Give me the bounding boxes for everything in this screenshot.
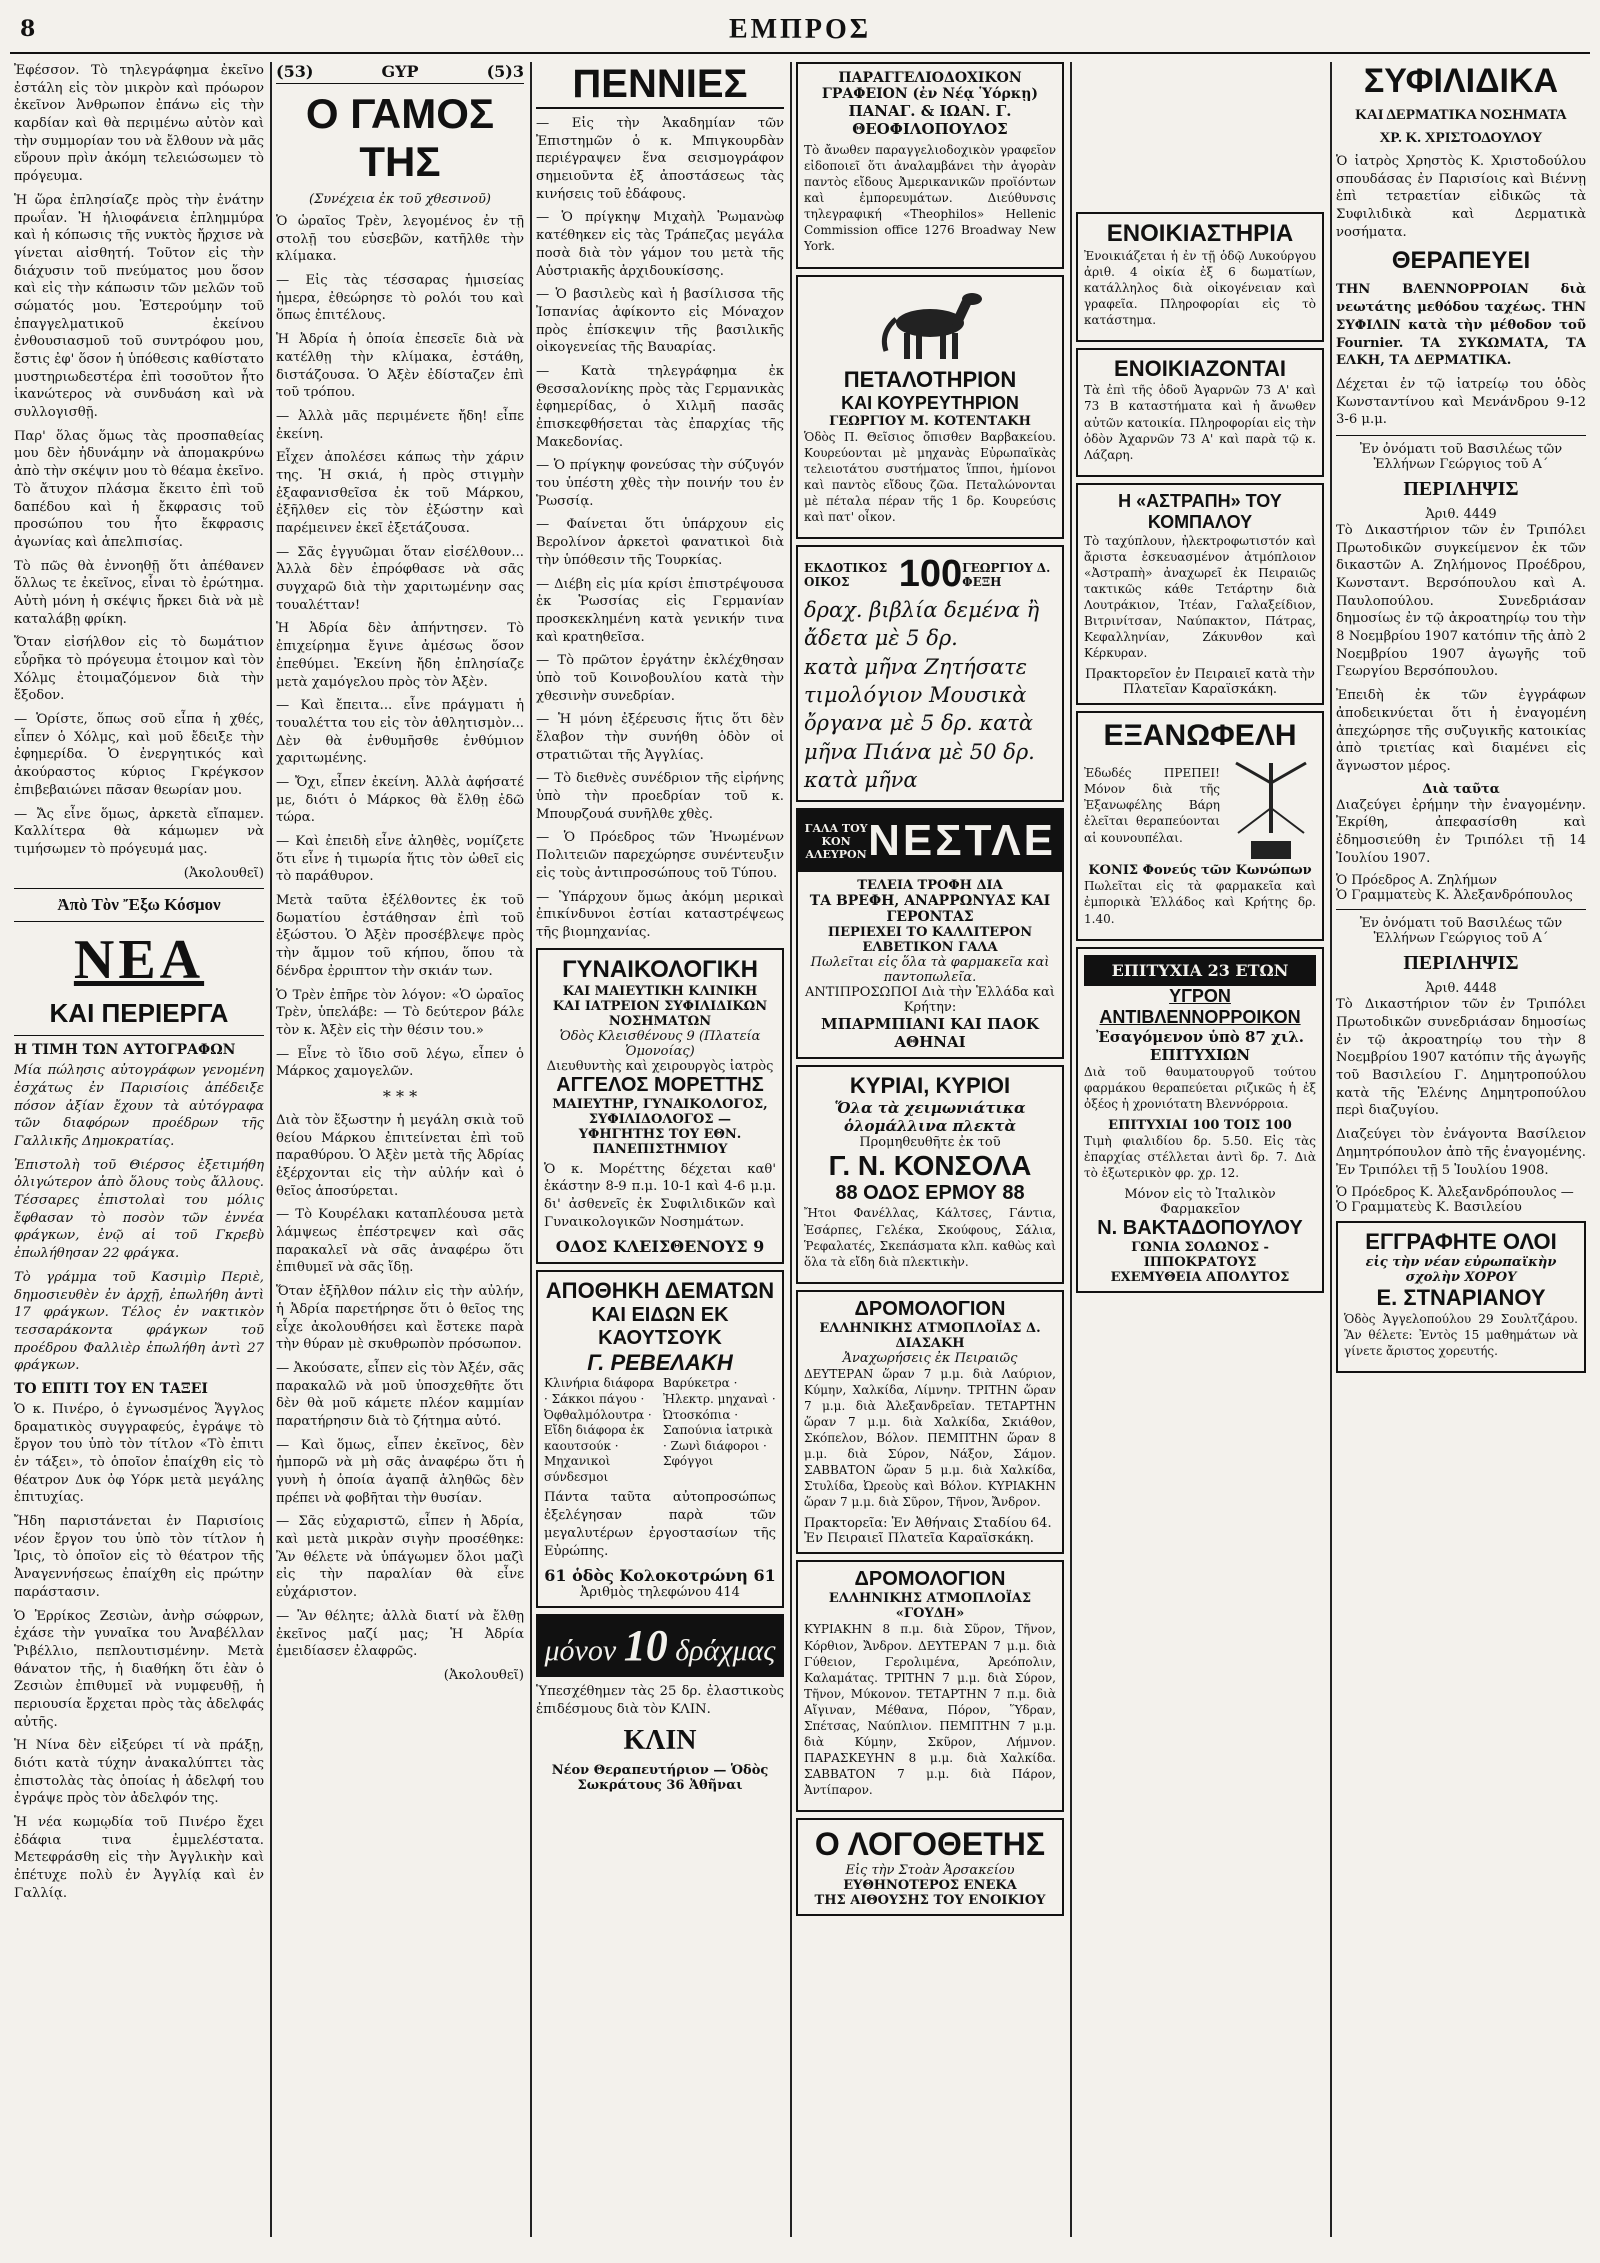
schedule-subtitle: ΕΛΛΗΝΙΚΗΣ ΑΤΜΟΠΛΟΪΑΣ Δ. ΔΙΑΣΑΚΗ xyxy=(819,1320,1041,1351)
ad-text: κατὰ μῆνα Ζητήσατε τιμολόγιον Μουσικὰ xyxy=(804,654,1028,708)
ad-title: ΕΞΑΝΩΦΕΛΗ xyxy=(1103,719,1297,753)
ad-item-list: Κλινήρια διάφορα · Σάκκοι πάγου · Ὀφθαλμόλουτρα · Εἴδη διάφορα ἐκ καουτσούκ · Μηχανικοὶ σύνδεσμοι xyxy=(544,1376,655,1484)
newspaper-title: ΕΜΠΡΟΣ xyxy=(728,14,872,45)
article-heading: ΤΟ ΕΠΙΤΙ ΤΟΥ ΕΝ ΤΑΞΕΙ xyxy=(14,1380,208,1397)
ad-text: Ἐδωδές ΠΡΕΠΕΙ! Μόνον διὰ τῆς Ἐξανωφέλης Βάρη ἐλεῖται θεραπεύονται αἱ κουνουπέλαι. xyxy=(1084,766,1220,845)
column-1 xyxy=(14,62,264,2237)
ad-item-columns xyxy=(544,1376,776,1485)
publisher-name: ΓΕΩΡΓΙΟΥ Δ. ΦΕΞΗ xyxy=(962,560,1051,589)
ad-banner: ΕΠΙΤΥΧΙΑ 23 ΕΤΩΝ xyxy=(1084,955,1316,986)
ad-text: Διὰ τοῦ θαυματουργοῦ τούτου φαρμάκου θεραπεύεται ριζικῶς ἡ ἐξ ὀξέος ἡ χρονιότατη Βλεννόρροια. xyxy=(1084,1064,1316,1111)
banner-word: δράχμας xyxy=(675,1634,776,1668)
news-item: — Ὑπάρχουν ὅμως ἀκόμη μερικαὶ ἐπικίνδυνοι ἐστίαι καταστρέψεως τῆς βιομηχανίας. xyxy=(536,889,784,940)
schedule-agent: Πρακτορεῖα: Ἐν Ἀθήναις Σταδίου 64. Ἐν Πειραιεῖ Πλατεῖα Καραϊσκάκη. xyxy=(804,1516,1052,1547)
serial-header xyxy=(276,62,524,84)
article-heading: Η ΤΙΜΗ ΤΩΝ ΑΥΤΟΓΡΑΦΩΝ xyxy=(14,1042,236,1059)
article-paragraph: Ἡ Νίνα δὲν εἰξεύρει τί νὰ πράξῃ, διότι κατὰ τύχην ἀνακαλύπτει τὰς ἐπιστολὰς τὰς ὁποίας ἡ ἀδελφή του ἐγράψε πρὸς τὸν ἀδελφόν της. xyxy=(14,1738,264,1807)
article-paragraph: — Ὁρίστε, ὅπως σοῦ εἶπα ἡ χθές, εἶπεν ὁ Χόλμς, καὶ μοῦ ἔδειξε τὴν ἐφημερίδα. Ὁ ἐνεργητικός καὶ ἀκούραστος κύριος Γκρέγκσον ἐπιβεβαιώνει πᾶσαν θεωρίαν μου. xyxy=(14,712,264,798)
ad-agent: ΜΠΑΡΜΠΙΑΝΙ ΚΑΙ ΠΑΟΚ ΑΘΗΝΑΙ xyxy=(821,1015,1039,1052)
ad-agent: Πρακτορεῖον ἐν Πειραιεῖ κατὰ τὴν Πλατεῖαν Καραϊσκάκη. xyxy=(1085,667,1315,698)
article-paragraph: Ἡ ὥρα ἐπλησίαζε πρὸς τὴν ἐνάτην πρωΐαν. Ἡ ἡλιοφάνεια ἐπλημμύρα καὶ ἡ κόπωσις τῆς νυκτὸς ἤρχισε νὰ γίνεται αἰσθητή. Τοῦτον εἰς τὴν διάχυσιν τοῦ πνεύματος μου ὅσον καὶ εἰς τὴν κάπωσιν τῶν μελῶν τοῦ σώματός μου. Ἐστερούμην τοῦ ἐπαγγελματικοῦ ἐκείνου ἐνθουσιασμοῦ τοῦ συντρόφου μου, ἔστις ἐφ' ὅσον ἡ ὑπόθεσις καθίστατο μυστηριωδεστέρα ἐπὶ τοσοῦτον ἦτο ἱκανώτερος νὰ συνδυάση καὶ νὰ συλλογισθῇ. xyxy=(14,192,264,421)
ad-text: ΤΑ ΒΡΕΦΗ, ΑΝΑΡΡΩΝΥΑΣ ΚΑΙ ΓΕΡΟΝΤΑΣ xyxy=(809,893,1051,926)
ad-title: ΚΥΡΙΑΙ, ΚΥΡΙΟΙ xyxy=(849,1073,1011,1099)
divider xyxy=(1336,435,1586,436)
article-paragraph: Ἡ νέα κωμῳδία τοῦ Πινέρο ἔχει ἐδάφια τινα ἐμμελέστατα. Μετεφράσθη εἰς τὴν Ἀγγλικὴν καὶ ἐπέτυχε πολὺ ἐν Ἀγγλίᾳ καὶ ἐν Γαλλίᾳ. xyxy=(14,1815,264,1901)
ad-subtitle: ΚΑΙ ΙΑΤΡΕΙΟΝ ΣΥΦΙΛΙΔΙΚΩΝ ΝΟΣΗΜΑΤΩΝ xyxy=(552,998,768,1029)
ad-text: ὄργανα μὲ 5 δρ. κατὰ μῆνα Πιάνα μὲ 50 δρ. κατὰ μῆνα xyxy=(804,711,1035,793)
serial-number: (5)3 xyxy=(486,62,524,81)
ad-address: Ὁδὸς Κλεισθένους 9 (Πλατεία Ὁμονοίας) xyxy=(559,1028,761,1059)
column-rule xyxy=(270,62,272,2237)
notice-text: Διαζεύγει ἐρήμην τὴν ἐναγομένην. Ἐκρίθη, ἀπεφασίσθη καὶ ἐδημοσιεύθη ἐν Τριπόλει τῇ 14 Ἰουλίου 1907. xyxy=(1336,797,1586,866)
column-rule xyxy=(1070,62,1072,2237)
news-item: — Κατὰ τηλεγράφημα ἐκ Θεσσαλονίκης πρὸς τὰς Γερμανικὰς ἐφημερίδας, ὁ Χιλμῆ πασᾶς ἐπισκεφθήσεται τὰς ἐπαρχίας τῆς Μακεδονίας. xyxy=(536,363,784,450)
ad-price: Τιμὴ φιαλιδίου δρ. 5.50. Εἰς τὰς ἐπαρχίας στέλλεται ἀντὶ δρ. 7. Διὰ τὸ ἐξωτερικὸν φρ. χρ. 12. xyxy=(1084,1133,1316,1181)
serial-paragraph: Ὅταν ἐξῆλθον πάλιν εἰς τὴν αὐλήν, ἡ Ἀδρία παρετήρησε ὅτι ὁ θεῖος της εἶχε ἀκολουθήσει καὶ ἔστεκε παρὰ τὴν θύραν μὲ σκυθρωπὸν πρόσωπον. xyxy=(276,1284,524,1353)
ad-title: ΥΓΡΟΝ ΑΝΤΙΒΛΕΝΝΟΡΡΟΙΚΟΝ xyxy=(1099,985,1301,1027)
banner-number: 10 xyxy=(623,1621,668,1671)
ad-doctor-name: ΑΓΓΕΛΟΣ ΜΟΡΕΤΤΗΣ xyxy=(556,1073,764,1096)
ad-subtitle: ΚΑΙ ΚΟΥΡΕΥΤΗΡΙΟΝ xyxy=(841,392,1019,413)
nestle-label: ΓΑΛΑ ΤΟΥ ΚΟΝ ΑΛΕΥΡΟΝ xyxy=(804,821,868,861)
ad-phone: Ἀριθμὸς τηλεφώνου 414 xyxy=(580,1585,740,1601)
ad-address: 61 ὁδὸς Κολοκοτρώνη 61 xyxy=(544,1566,776,1586)
nestle-brand: ΝΕΣΤΛΕ xyxy=(868,816,1056,866)
ad-text: Ὁδὸς Ἀγγελοπούλου 29 Σουλτζάρου. Ἂν θέλετε: Ἐντὸς 15 μαθημάτων νὰ γίνετε ἄριστος χορευτής. xyxy=(1344,1312,1578,1359)
ad-text: Ἐνοικιάζεται ἡ ἐν τῇ ὁδῷ Λυκούργου ἀριθ. 4 οἰκία ἐξ 6 δωματίων, κατάλληλος διὰ οἰκογένειαν καὶ γραφεῖα. Πληροφορίαι εἰς τὸ κατάστημα. xyxy=(1084,249,1316,328)
dance-school-ad xyxy=(1336,1221,1586,1373)
ad-subtitle: Εἰς τὴν Στοὰν Ἀρσακείου xyxy=(845,1863,1015,1879)
ad-text: Διευθυντὴς καὶ χειρουργὸς ἰατρὸς xyxy=(546,1058,774,1074)
schedule-label: Ἀναχωρήσεις ἐκ Πειραιῶς xyxy=(842,1350,1018,1366)
news-item: — Τὸ πρῶτον ἐργάτην ἐκλέχθησαν ὑπὸ τοῦ Κοινοβουλίου κατὰ τὴν χθεσινὴν συνεδρίαν. xyxy=(536,653,784,704)
ad-text: ΤΕΛΕΙΑ ΤΡΟΦΗ ΔΙΑ xyxy=(857,878,1003,894)
schedule-text: ΚΥΡΙΑΚΗΝ 8 π.μ. διὰ Σῦρον, Τῆνον, Κόρθιον, Ἄνδρον. ΔΕΥΤΕΡΑΝ 7 μ.μ. διὰ Γύθειον, Γερολιμένα, Ἀρεόπολιν, Καλαμάτας. ΤΡΙΤΗΝ 7 μ.μ. διὰ Σύρον, Τῆνον, Μύκονον. ΤΕΤΑΡΤΗΝ 7 π.μ. διὰ Αἴγιναν, Μέθανα, Πόρον, Ὕδραν, Σπέτσας, Ναύπλιον. ΠΕΜΠΤΗΝ 7 μ.μ. διὰ Κύμην, Σκῦρον, Λήμνον. ΠΑΡΑΣΚΕΥΗΝ 8 μ.μ. διὰ Χαλκίδα. ΣΑΒΒΑΤΟΝ 7 μ.μ. διὰ Πάρον, Ἀντίπαρον. xyxy=(804,1622,1056,1798)
notice-preamble: Ἐν ὀνόματι τοῦ Βασιλέως τῶν Ἑλλήνων Γεώργιος τοῦ Α΄ xyxy=(1359,441,1563,472)
serial-paragraph: — Σᾶς εὐχαριστῶ, εἶπεν ἡ Ἀδρία, καὶ μετὰ μικρὰν σιγὴν προσέθηκε: Ἂν θέλετε νὰ ὑπάγωμεν ὅλοι μαζὶ εἰς τὴν παραλίαν θὰ εἶνε εὐχάριστον. xyxy=(276,1514,524,1601)
news-item: — Εἰς τὴν Ἀκαδημίαν τῶν Ἐπιστημῶν ὁ κ. Μπιγκουρδὰν περιέγραψεν ἕνα σεισμογράφον σημειοῦντα ἐξ ἀποστάσεως τὰς κινήσεις τοῦ ἐδάφους. xyxy=(536,116,784,202)
column-5 xyxy=(1076,62,1324,2237)
ad-owner-name: Ε. ΣΤΝΑΡΙΑΝΟΥ xyxy=(1376,1285,1546,1311)
news-item: — Φαίνεται ὅτι ὑπάρχουν εἰς Βερολίνον ἀρκετοὶ φανατικοὶ διὰ τὴν ὑπόθεσιν τῆς Τουρκίας. xyxy=(536,517,784,568)
notice-text: Τὸ Δικαστήριον τῶν ἐν Τριπόλει Πρωτοδικῶν συνεδριάσαν δημοσίως ἐν τῷ ἀκροατηρίῳ του τὴν 8 Νοεμβρίου 1907 κατόπιν τῆς ἀγωγῆς τοῦ Βασιλείου Γ. Δημητροπούλου κατὰ τῆς Ἐλένης Δημητροπούλου περὶ διαζυγίου. xyxy=(1336,997,1586,1119)
article-paragraph: Τὸ γράμμα τοῦ Κασιμὶρ Περιὲ, δημοσιευθὲν ἐν ἀρχῇ, ἐπωλήθη ἀντὶ 17 φράγκων. Τέλος ἐν νακτικὸν τεσσαράκοντα φράγκων τοῦ προέδρου Φαλλιὲρ ἐπωλήθη ἀντὶ 27 φράγκων. xyxy=(14,1269,264,1374)
banner-word: μόνον xyxy=(544,1634,617,1668)
exa-row xyxy=(1084,753,1316,863)
ad-text: Μόνον εἰς τὸ Ἰταλικὸν Φαρμακεῖον xyxy=(1124,1187,1276,1218)
schedule-subtitle: ΕΛΛΗΝΙΚΗΣ ΑΤΜΟΠΛΟΪΑΣ «ΓΟΥΔΗ» xyxy=(828,1591,1032,1622)
ad-title: ΣΥΦΙΛΙΔΙΚΑ xyxy=(1363,62,1559,100)
antiblennorrhea-ad xyxy=(1076,947,1324,1293)
ad-text: Πάντα ταῦτα αὐτοπροσώπως ἐξελέγησαν παρὰ τῶν μεγαλυτέρων ἐργοστασίων τῆς Εὐρώπης. xyxy=(544,1490,776,1559)
ad-address: ΓΩΝΙΑ ΣΟΛΩΝΟΣ - ΙΠΠΟΚΡΑΤΟΥΣ xyxy=(1131,1240,1269,1271)
schedule-diasaki xyxy=(796,1290,1064,1555)
ad-text: Ἤτοι Φανέλλας, Κάλτσες, Γάντια, Ἐσάρπες, Γελέκα, Σκούφους, Σάλια, Ῥεφαλατές, Σκεπάσματα κλπ. καθὼς καὶ ὅλα τὰ εἴδη διὰ πλεκτικὴν. xyxy=(804,1206,1056,1269)
column-rule xyxy=(1330,62,1332,2237)
serial-paragraph: — Ἀλλὰ μᾶς περιμένετε ἤδη! εἶπε ἐκείνη. xyxy=(276,408,524,442)
rent-ad xyxy=(1076,212,1324,342)
ad-owner-name: Ν. ΒΑΚΤΑΔΟΠΟΥΛΟΥ xyxy=(1097,1217,1303,1240)
serial-paragraph: — Καὶ ἔπειτα... εἶνε πράγματι ἡ τουαλέττα του εἰς τὸν ἀθλητισμὸν... Δὲν θὰ ἐνθυμῆσθε ἐνθύμιον χαριτωμένης. xyxy=(276,698,524,767)
ad-subtitle: ΚΑΙ ΜΑΙΕΥΤΙΚΗ ΚΛΙΝΙΚΗ xyxy=(562,983,758,999)
serial-paragraph: — Εἰς τὰς τέσσαρας ἡμισείας ἡμερα, ἐθεώρησε τὸ ρολόι του καὶ ὅπως ἐπιτέλους. xyxy=(276,273,524,324)
serial-paragraph: Ὁ ὡραῖος Τρὲν, λεγομένος ἐν τῇ στολῇ του εὐσεβῶν, κατῆλθε τὴν κλίμακα. xyxy=(276,214,524,265)
serial-number: (53) xyxy=(276,62,314,81)
news-item: — Ὁ πρίγκηψ φονεύσας τὴν σύζυγόν του ὑπέστη χθὲς τὴν ποινήν του ἐν Ῥωσσίᾳ. xyxy=(536,458,784,509)
ad-title: ΠΕΤΑΛΟΤΗΡΙΟΝ xyxy=(843,366,1017,392)
serial-paragraph: — Ἀκούσατε, εἶπεν εἰς τὸν Ἀξέν, σᾶς παρακαλῶ νὰ μοῦ ὑποσχεθῆτε ὅτι δὲν θὰ μοῦ κάμετε πλέον καμμίαν παρατήρησιν διὰ τὸ ζήτημα αὐτό. xyxy=(276,1360,524,1429)
serial-paragraph: — Ὄχι, εἶπεν ἐκείνη. Ἀλλὰ ἀφήσατέ με, διότι ὁ Μάρκος θὰ ἔλθῃ ἐδῶ τώρα. xyxy=(276,774,524,826)
ten-drachma-banner xyxy=(536,1614,784,1677)
column-rule xyxy=(790,62,792,2237)
news-heading: ΝΕΑ xyxy=(73,929,205,992)
article-paragraph: — Ἄς εἶνε ὅμως, ἀρκετὰ εἴπαμεν. Καλλίτερα θὰ κάμωμεν νὰ τιμήσωμεν τὸ πρόγευμά μας. xyxy=(14,806,264,857)
ad-text: ΕΧΕΜΥΘΕΙΑ ΑΠΟΛΥΤΟΣ xyxy=(1110,1270,1290,1286)
notice-title: ΠΕΡΙΛΗΨΙΣ xyxy=(1403,477,1519,500)
rent-ad-2 xyxy=(1076,348,1324,476)
ad-text: Τὸ ἄνωθεν παραγγελιοδοχικὸν γραφεῖον εἰδοποιεῖ ὅτι ἀναλαμβάνει τὴν ἀγορὰν παντὸς εἴδους Ἀμερικανικῶν προϊόντων καὶ ἐμπορευμάτων. Διεύθυνσις τηλεγραφική «Theophilos» Hellenic Commission office 1276 Broadway New York. xyxy=(804,143,1056,254)
article-paragraph: Ἤδη παριστάνεται ἐν Παρισίοις νέον ἔργον του ὑπὸ τὸν τίτλον ἡ Ἰρις, τὸ ὁποῖον εἰς τὸ θέατρον τῆς Ἀναγεννήσεως ἐπαίχθη εἰς πρώτην παράστασιν. xyxy=(14,1514,264,1600)
ad-subtitle: Ὅλα τὰ χειμωνιάτικα ὁλομάλλινα πλεκτὰ xyxy=(834,1099,1026,1136)
ad-text: ΚΟΝΙΣ Φονεύς τῶν Κωνώπων xyxy=(1088,863,1312,879)
page-number: 8 xyxy=(20,16,36,42)
ad-text: Τὸ ταχύπλουν, ἠλεκτροφωτιστόν καὶ ἄριστα ἐσκευασμένον ἀτμόπλοιον «Ἀστραπὴ» ἀναχωρεῖ ἐκ Πειραιῶς τακτικῶς κάθε Τετάρτην διὰ Λουτράκιον, Ἰτέαν, Γαλαξείδιον, Βιτρινίτσαν, Ναύπακτον, Πάτρας, Κεφαλληνίαν, Ζάκυνθον καὶ Κέρκυραν. xyxy=(1084,533,1316,661)
schedule-title: ΔΡΟΜΟΛΟΓΙΟΝ xyxy=(854,1568,1006,1591)
serial-paragraph: — Ἂν θέλητε; ἀλλὰ διατί νὰ ἔλθῃ ἐκεῖνος μαζί μας; Ἡ Ἀδρία ἐμειδίασεν ἐλαφρῶς. xyxy=(276,1608,524,1660)
ad-subtitle: ΚΑΙ ΕΙΔΩΝ ΕΚ ΚΑΟΥΤΣΟΥΚ xyxy=(591,1304,729,1350)
ad-doctor-name: ΧΡ. Κ. ΧΡΙΣΤΟΔΟΥΛΟΥ xyxy=(1379,130,1543,146)
astrapi-ad xyxy=(1076,483,1324,706)
ad-text: ΤΗΣ ΑΙΘΟΥΣΗΣ ΤΟΥ ΕΝΟΙΚΙΟΥ xyxy=(814,1893,1046,1909)
nestle-banner xyxy=(798,810,1062,872)
notice-decision: Διὰ ταῦτα xyxy=(1422,781,1500,797)
ad-text: Ὁ ἰατρὸς Χρηστὸς Κ. Χριστοδούλου σπουδάσας ἐν Παρισίοις καὶ Βιέννῃ ἐπὶ τετραετίαν εἰδικῶς τὰ Συφιλιδικὰ καὶ Δερματικὰ νοσήματα. xyxy=(1336,154,1586,240)
ad-text: Ὁ κ. Μορέττης δέχεται καθ' ἑκάστην 8-9 π.μ. 10-1 καὶ 4-6 μ.μ. δι' ἀσθενεῖς ἐκ Συφιλιδικῶν καὶ Γυναικολογικῶν Νοσημάτων. xyxy=(544,1161,776,1230)
ad-text: Τὰ ἐπὶ τῆς ὁδοῦ Ἀγαρνῶν 73 Α' καὶ 73 Β καταστήματα καὶ ἡ ἄνωθεν αὐτῶν κατοικία. Πληροφορίαι εἰς τὴν ὁδὸν Ἀχαρνῶν 73 Α' καὶ παρὰ τῷ κ. Λάζαρη. xyxy=(1084,383,1316,462)
section-title: Ἀπὸ Τὸν Ἔξω Κόσμον xyxy=(57,895,221,915)
ad-address: Δέχεται ἐν τῷ ἰατρείῳ του ὁδὸς Κωνσταντίνου καὶ Μενάνδρου 9-12 3-6 μ.μ. xyxy=(1336,376,1586,428)
serial-paragraph: — Καὶ ἐπειδὴ εἶνε ἀληθὲς, νομίζετε ὅτι εἶνε ἡ τιμωρία ἥτις τὸν ὠθεῖ εἰς τὸ παράθυρον. xyxy=(276,834,524,885)
ad-text: ΕΥΘΗΝΟΤΕΡΟΣ ΕΝΕΚΑ xyxy=(843,1878,1017,1894)
column-2 xyxy=(276,62,524,2237)
news-item: — Ἡ μόνη ἐξέρευσις ἥτις ὅτι δὲν ἔλαβον τὴν συνήθη ὁδὸν οἱ στρατιῶται τῆς Ἀγγλίας. xyxy=(536,712,784,763)
ad-title: ΓΥΝΑΙΚΟΛΟΓΙΚΗ xyxy=(562,955,758,983)
article-paragraph: Ἐφέσσον. Τὸ τηλεγράφημα ἐκεῖνο ἐστάλη εἰς τὸν μικρὸν καὶ πρόωρον ἐκεῖνον Ἀνθρωπον ἐπάνω εἰς τὴν καρδίαν καὶ θὰ περιμένω αὐτὸν καὶ τὴν συμμορίαν του νὰ ἔλθουν νὰ μᾶς εὕρουν πρὶν ἀκόμη τελειώσωμεν τὸ πρόγευμα. xyxy=(14,63,264,185)
ad-text: ΜΑΙΕΥΤΗΡ, ΓΥΝΑΙΚΟΛΟΓΟΣ, ΣΥΦΙΛΙΔΟΛΟΓΟΣ — ΥΦΗΓΗΤΗΣ ΤΟΥ ΕΘΝ. ΠΑΝΕΠΙΣΤΗΜΙΟΥ xyxy=(552,1096,768,1157)
ad-address: 88 ΟΔΟΣ ΕΡΜΟΥ 88 xyxy=(835,1182,1025,1205)
column-3 xyxy=(536,62,784,2237)
ny-office-ad xyxy=(796,62,1064,269)
ad-address: ΟΔΟΣ ΚΛΕΙΣΘΕΝΟΥΣ 9 xyxy=(555,1237,765,1257)
column-rule xyxy=(530,62,532,2237)
notice-signature: Ὁ Πρόεδρος Κ. Ἀλεξανδρόπουλος — Ὁ Γραμματεὺς Κ. Βασιλείου xyxy=(1336,1185,1574,1216)
ad-item-list: Βαρύκετρα · Ἠλεκτρ. μηχαναὶ · Ὠτοσκόπια · Σαπούνια ἰατρικὰ · Ζωνὶ διάφοροι · Σφόγγοι xyxy=(663,1376,776,1469)
konsola-ad xyxy=(796,1065,1064,1283)
notice-title: ΠΕΡΙΛΗΨΙΣ xyxy=(1403,952,1519,975)
article-paragraph: Παρ' ὅλας ὅμως τὰς προσπαθείας μου δὲν ἠδυνάμην νὰ ἀπομακρύνω ἀπὸ τὴν σκέψιν μου τὸ θέαμα ἐκεῖνο. Τὸ ἄτυχον πλάσμα ἔκειτο ἐπὶ τοῦ δαπέδου καὶ ἡ ἔκφρασις τοῦ προσώπου του ἦτο ἔκφρασις ἀγωνίας καὶ ἀπελπισίας. xyxy=(14,428,264,550)
section-break: * * * xyxy=(382,1086,418,1106)
serial-author: GYP xyxy=(381,62,419,81)
serial-paragraph: — Τὸ Κουρέλακι καταπλέουσα μετὰ λάμψεως ἐπέστρεψεν καὶ σᾶς παρακαλεῖ νὰ σᾶς ἀναφέρω ὅτι ἐπιθυμεῖ νὰ σᾶς ἴδῃ. xyxy=(276,1207,524,1276)
column-4 xyxy=(796,62,1064,2237)
schedule-text: ΔΕΥΤΕΡΑΝ ὥραν 7 μ.μ. διὰ Λαύριον, Κύμην, Χαλκίδα, Λίμνην. ΤΡΙΤΗΝ ὥραν 7 μ.μ. διὰ Ἀλεξανδρεῖαν. ΤΕΤΑΡΤΗΝ ὥραν 7 μ.μ. διὰ Χαλκίδα, Σκιάθον, Σκόπελον, Βόλον. ΠΕΜΠΤΗΝ ὥραν 8 μ.μ. διὰ Σύρον, Νάξον, Σάμον. ΣΑΒΒΑΤΟΝ ὥραν 5 μ.μ. διὰ Χαλκίδα, Στυλίδα, Ὠρεοὺς καὶ Βόλον. ΚΥΡΙΑΚΗΝ ὥραν 7 μ.μ. διὰ Σῦρον, Τῆνον, Ἄνδρον. xyxy=(804,1366,1056,1510)
notice-text: Τὸ Δικαστήριον τῶν ἐν Τριπόλει Πρωτοδικῶν συγκείμενον ἐκ τῶν δικαστῶν Α. Ζηλήμονος Προέδρου, Κωνσταντ. Βερσόπουλου καὶ Α. Παυλοπούλου. Συνεδριάσαν δημοσίως ἐν τῷ ἀκροατηρίῳ του τὴν 8 Νοεμβρίου 1907 κατόπιν τῆς ἀπὸ 2 Νοεμβρίου 1907 ἀγωγῆς τοῦ Γεωργίου Βερσόπουλου. xyxy=(1336,522,1586,680)
ad-title: ΑΠΟΘΗΚΗ ΔΕΜΑΤΩΝ xyxy=(545,1278,775,1304)
news-item: — Διέβη εἰς μία κρίσι ἐπιστρέψουσα ἐκ Ῥωσσίας εἰς Γερμανίαν προσκεκλημένη κατὰ γενικήν τινα καὶ κρατηθεῖσα. xyxy=(536,576,784,645)
ad-subtitle: ΚΑΙ ΔΕΡΜΑΤΙΚΑ ΝΟΣΗΜΑΤΑ xyxy=(1355,107,1567,123)
ad-text: δραχ. βιβλία δεμένα ἢ ἄδετα μὲ 5 δρ. xyxy=(804,598,1040,651)
ad-title: ΠΑΡΑΓΓΕΛΙΟΔΟΧΙΚΟΝ ΓΡΑΦΕΙΟΝ (ἐν Νέᾳ Ὑόρκῃ) xyxy=(821,70,1039,102)
ad-text: Πωλεῖται εἰς ὅλα τὰ φαρμακεῖα καὶ παντοπωλεῖα. xyxy=(810,955,1050,986)
nestle-ad xyxy=(796,808,1064,1059)
farrier-ad xyxy=(796,275,1064,539)
ad-owner-name: ΓΕΩΡΓΙΟΥ Μ. ΚΟΤΕΝΤΑΚΗ xyxy=(829,413,1031,429)
news-item: — Ὁ βασιλεὺς καὶ ἡ βασίλισσα τῆς Ἰσπανίας ἀφίκοντο εἰς Μόναχον πρὸς ἐπίσκεψιν τῆς βασιλικῆς οἰκογενείας τῆς Βαυαρίας. xyxy=(536,287,784,356)
ad-text: ΑΝΤΙΠΡΟΣΩΠΟΙ Διὰ τὴν Ἑλλάδα καὶ Κρήτην: xyxy=(805,985,1055,1016)
gynecology-ad xyxy=(536,948,784,1265)
schedule-title: ΔΡΟΜΟΛΟΓΙΟΝ xyxy=(854,1297,1006,1320)
article-paragraph: Ὁ Ἐρρίκος Ζεσιὼν, ἀνὴρ σώφρων, ἐχάσε τὴν γυναῖκα του Ἀναβέλλαν Ῥιβέλλιο, πεπλουτισμένην. Μετὰ θάνατον τῆς, ἡ διαθήκη ὅτι ἐὰν ὁ Ζεσιὼν ἐπιθυμεῖ νὰ νυμφευθῇ, ἡ περιουσία ἔρχεται πρὸς τὰς ἀδελφάς αὐτῆς. xyxy=(14,1608,264,1730)
ad-address: Νέον Θεραπευτήριον — Ὁδὸς Σωκράτους 36 Ἀθῆναι xyxy=(551,1762,769,1793)
news-subheading: ΚΑΙ ΠΕΡΙΕΡΓΑ xyxy=(49,998,229,1029)
ad-title: ΚΛΙΝ xyxy=(623,1724,697,1756)
news-item: — Τὸ διεθνὲς συνέδριον τῆς εἰρήνης ὑπὸ τὴν προεδρίαν τοῦ κ. Μπουρζουά συνῆλθε χθὲς. xyxy=(536,771,784,822)
article-paragraph: Ὅταν εἰσήλθον εἰς τὸ δωμάτιον εὗρῆκα τὸ πρόγευμα ἑτοιμον καὶ τὸν Χόλμς ἐτοιμαζόμενον διὰ τὴν ἔξοδον. xyxy=(14,635,264,704)
ad-subtitle: εἰς τὴν νέαν εὐρωπαϊκὴν σχολὴν ΧΟΡΟΥ xyxy=(1365,1255,1557,1286)
publisher-ad xyxy=(796,545,1064,802)
news-item: — Ὁ Πρόεδρος τῶν Ἡνωμένων Πολιτειῶν παρεχώρησε συνέντευξιν εἰς τοὺς ἀντιπροσώπους τοῦ Τύπου. xyxy=(536,830,784,881)
continued-note: (Ἀκολουθεῖ) xyxy=(443,1667,524,1683)
ad-title: ΕΝΟΙΚΙΑΣΤΗΡΙΑ xyxy=(1106,220,1294,247)
ad-title: ΕΝΟΙΚΙΑΖΟΝΤΑΙ xyxy=(1114,356,1286,382)
notice-number: Ἀριθ. 4448 xyxy=(1425,981,1497,997)
ad-owner-name: Γ. Ν. ΚΟΝΣΟΛΑ xyxy=(828,1150,1032,1182)
article-paragraph: Ἐπιστολὴ τοῦ Θιέρσος ἐξετιμήθη ὀλιγώτερον ἀπὸ ὅλους τοὺς ἄλλους. Τέσσαρες ἐπιστολαὶ του μόλις ἔφθασαν τὸ ποσὸν τῶν ἐννέα φράγκων, ἐνῷ αἱ τοῦ Γκρεβὺ ἐπωλήθησαν 22 φράγκα. xyxy=(14,1157,264,1262)
logothetis-ad xyxy=(796,1818,1064,1916)
serial-paragraph: Ἡ Ἀδρία δὲν ἀπήντησεν. Τὸ ἐπιχείρημα ἔγινε ἀμέσως ὅσον ἐπεθύμει. Ἐκείνη ἤδη ἐπλησίαζε μετὰ χαμόγελου πρὸς τὸν Ἀξὲν. xyxy=(276,621,524,690)
ad-text: Προμηθευθῆτε ἐκ τοῦ xyxy=(859,1135,1001,1151)
divider xyxy=(14,1035,264,1036)
serial-title: Ο ΓΑΜΟΣ ΤΗΣ xyxy=(305,90,495,185)
ad-owner-name: ΠΑΝΑΓ. & ΙΩΑΝ. Γ. ΘΕΟΦΙΛΟΠΟΥΛΟΣ xyxy=(848,102,1012,138)
ad-subtitle: Ἐσαγόμενον ὑπὸ 87 χιλ. ΕΠΙΤΥΧΙΩΝ xyxy=(1096,1027,1304,1064)
serial-paragraph: Ὁ Τρὲν ἐπῆρε τὸν λόγον: «Ὁ ὡραῖος Τρὲν, ὑπελάβε: — Τὸ δεύτερον βάλε τὸν κ. Ἀξὲν εἰς τὴν θέσιν του.» xyxy=(276,987,524,1038)
ad-title: Ο ΛΟΓΟΘΕΤΗΣ xyxy=(814,1826,1046,1863)
ad-title: Η «ΑΣΤΡΑΠΗ» ΤΟΥ ΚΟΜΠΑΛΟΥ xyxy=(1118,490,1282,532)
ad-text: ΤΗΝ ΒΛΕΝΝΟΡΡΟΙΑΝ διὰ νεωτάτης μεθόδου ταχέως. ΤΗΝ ΣΥΦΙΛΙΝ κατὰ τὴν μέθοδον τοῦ Fournier. ΤΑ ΣΥΚΩΜΑΤΑ, ΤΑ ΕΛΚΗ, ΤΑ ΔΕΡΜΑΤΙΚΑ. xyxy=(1336,282,1586,369)
serial-paragraph: Ἡ Ἀδρία ἡ ὁποία ἐπεσεῖε διὰ νὰ κατέλθῃ τὴν κλίμακα, ἐστάθη, διστάζουσα. Ὁ Ἀξὲν ἐδίσταζεν ἐπὶ τοῦ τρόπου. xyxy=(276,332,524,401)
continued-note: (Ἀκολουθεῖ) xyxy=(183,865,264,881)
pennies-heading: ΠΕΝΝΙΕΣ xyxy=(536,62,784,109)
publisher-label: ΕΚΔΟΤΙΚΟΣ ΟΙΚΟΣ xyxy=(804,560,888,589)
notice-text: Διαζεύγει τὸν ἐνάγοντα Βασίλειον Δημητρόπουλον ἀπὸ τῆς ἐναγομένης. Ἐν Τριπόλει τῇ 5 Ἰουλίου 1908. xyxy=(1336,1127,1586,1178)
publisher-header xyxy=(804,553,1056,596)
serial-paragraph: — Εἶνε τὸ ἴδιο σοῦ λέγω, εἶπεν ὁ Μάρκος χαμογελῶν. xyxy=(276,1046,524,1080)
masthead xyxy=(10,10,1590,54)
divider xyxy=(1336,909,1586,910)
news-item: — Ὁ πρίγκηψ Μιχαὴλ Ῥωμανὼφ κατέθηκεν εἰς τὰς Τράπεζας μεγάλα ποσὰ διὰ τὸν γάμον του μετὰ τῆς Αὐστριακῆς ἀρχιδουκίσσης. xyxy=(536,210,784,279)
article-paragraph: Ὁ κ. Πινέρο, ὁ ἐγνωσμένος Ἄγγλος δραματικὸς συγγραφεύς, ἐγράψε τὸ ἔργον του ὑπὸ τὸν τίτλον «Τὸ ἐπιτι ἐν τάξει», τὸ ὁποῖον ἐπαίχθη εἰς τὸ θέατρον Δυκ ὀφ Υόρκ μετὰ μεγάλης ἐπιτυχίας. xyxy=(14,1401,264,1506)
ad-owner-name: Γ. ΡΕΒΕΛΑΚΗ xyxy=(587,1350,733,1376)
notice-signature: Ὁ Γραμματεὺς Κ. Ἀλεξανδρόπουλος xyxy=(1336,888,1573,904)
notice-number: Ἀριθ. 4449 xyxy=(1425,506,1497,522)
notice-signature: Ὁ Πρόεδρος Α. Ζηλήμων xyxy=(1336,873,1498,889)
serial-subtitle: (Συνέχεια ἐκ τοῦ χθεσινοῦ) xyxy=(309,192,491,207)
newspaper-page xyxy=(10,10,1590,2243)
serial-paragraph: — Σᾶς ἐγγυῶμαι ὅταν εἰσέλθουν... Ἀλλὰ δὲν ἐπρόφθασε νὰ σᾶς συγχαρῶ διὰ τὴν χαριτωμένην σας τουαλέτταν! xyxy=(276,544,524,613)
ad-text: ΠΕΡΙΕΧΕΙ ΤΟ ΚΑΛΛΙΤΕΡΟΝ ΕΛΒΕΤΙΚΟΝ ΓΑΛΑ xyxy=(827,925,1033,956)
ad-title: ΘΕΡΑΠΕΥΕΙ xyxy=(1391,247,1531,275)
ad-price: Πωλεῖται εἰς τὰ φαρμακεῖα καὶ ἐμπορικὰ Ἑλλάδος καὶ Κρήτης δρ. 1.40. xyxy=(1084,879,1316,926)
ad-text: Ὁδὸς Π. Θεῖσιος ὄπισθεν Βαρβακείου. Κουρεύονται μὲ μηχανὰς Εὐρωπαϊκὰς τελειοτάτου συστήματος ἵπποι, ἡμίονοι καὶ παντὸς εἴδους ζῶα. Πεταλώνονται μὲ πέταλα πέραν τῆς 1 δρ. Κουρεύσις καὶ πατ' οἶκον. xyxy=(804,429,1056,524)
divider xyxy=(14,888,264,889)
column-6 xyxy=(1336,62,1586,2237)
notice-text: Ἐπειδὴ ἐκ τῶν ἐγγράφων ἀποδεικνύεται ὅτι ἡ ἐναγομένη ἀπεχώρησε τῆς συζυγικῆς κατοικίας ἀπὸ τριετίας καὶ διαμένει εἰς ἄγνωστον μέρος. xyxy=(1336,688,1586,774)
serial-paragraph: Μετὰ ταῦτα ἐξέλθοντες ἐκ τοῦ δωματίου ἐστάθησαν ἐπὶ τοῦ ἐξώστου. Ὁ Ἀξὲν προσέβλεψε πρὸς τὴν ἄμμον τοῦ κήπου, ὅπου τὰ δένδρα ἐρριπτον τὴν σκιάν των. xyxy=(276,893,524,979)
serial-paragraph: Διὰ τὸν ἔξωστην ἡ μεγάλη σκιὰ τοῦ θείου Μάρκου ἐπιτείνεται ἐπὶ τοῦ παραθύρου. Ὁ Ἀξὲν μετὰ τῆς Ἀδρίας ἐξέρχονται εἰς τὴν αὐλήν καὶ ὁ θεῖος ἀποσύρεται. xyxy=(276,1112,524,1199)
divider xyxy=(14,921,264,922)
horse-icon xyxy=(870,283,990,363)
notice-preamble: Ἐν ὀνόματι τοῦ Βασιλέως τῶν Ἑλλήνων Γεώργιος τοῦ Α΄ xyxy=(1359,916,1563,947)
article-paragraph: Μία πώλησις αὐτογράφων γενομένη ἐσχάτως ἐν Παρισίοις ἀπέδειξε πόσον ἀξίαν ἔχουν τὰ αὐτόγραφα τῶν διαφόρων προέδρων τῆς Γαλλικῆς Δημοκρατίας. xyxy=(14,1063,264,1149)
ad-text: ΕΠΙΤΥΧΙΑΙ 100 ΤΟΙΣ 100 xyxy=(1108,1117,1292,1133)
serial-paragraph: — Καὶ ὅμως, εἶπεν ἐκεῖνος, δὲν ἠμπορῶ νὰ μὴ σᾶς ἀναφέρω ὅτι ἡ γυνὴ ἡ ὁποία ἀγαπᾷ ἀληθῶς δὲν πρέπει νὰ φοβῆται τὴν θυσίαν. xyxy=(276,1437,524,1506)
rubber-store-ad xyxy=(536,1270,784,1608)
ad-text: Ὑπεσχέθημεν τὰς 25 δρ. ἐλαστικοὺς ἐπιδέσμους διὰ τὸν ΚΛΙΝ. xyxy=(536,1684,784,1717)
article-paragraph: Τὸ πῶς θὰ ἐννοηθῇ ὅτι ἀπέθανεν ὅλλως τε ἐκεῖνος, εἶναι τὸ ἐρώτημα. Αὐτὴ μόνη ἡ σκέψις ἤρκει διὰ νὰ μὲ καταλάβῃ φρίκη. xyxy=(14,558,264,627)
serial-paragraph: Εἶχεν ἀπολέσει κάπως τὴν χάριν της. Ἡ σκιά, ἡ πρὸς στιγμὴν ἐξαφανισθεῖσα ἐκ τοῦ Μάρκου, ἐξῆλθεν εἰς τὸν ἐξώστην καὶ παρέμεινεν ἐκεῖ ἐξετάζουσα. xyxy=(276,450,524,536)
schedule-goudi xyxy=(796,1560,1064,1812)
publisher-number: 100 xyxy=(898,553,963,596)
ad-title: ΕΓΓΡΑΦΗΤΕ ΟΛΟΙ xyxy=(1365,1229,1557,1255)
mosquito-icon xyxy=(1226,753,1316,863)
exanofeli-ad xyxy=(1076,711,1324,940)
